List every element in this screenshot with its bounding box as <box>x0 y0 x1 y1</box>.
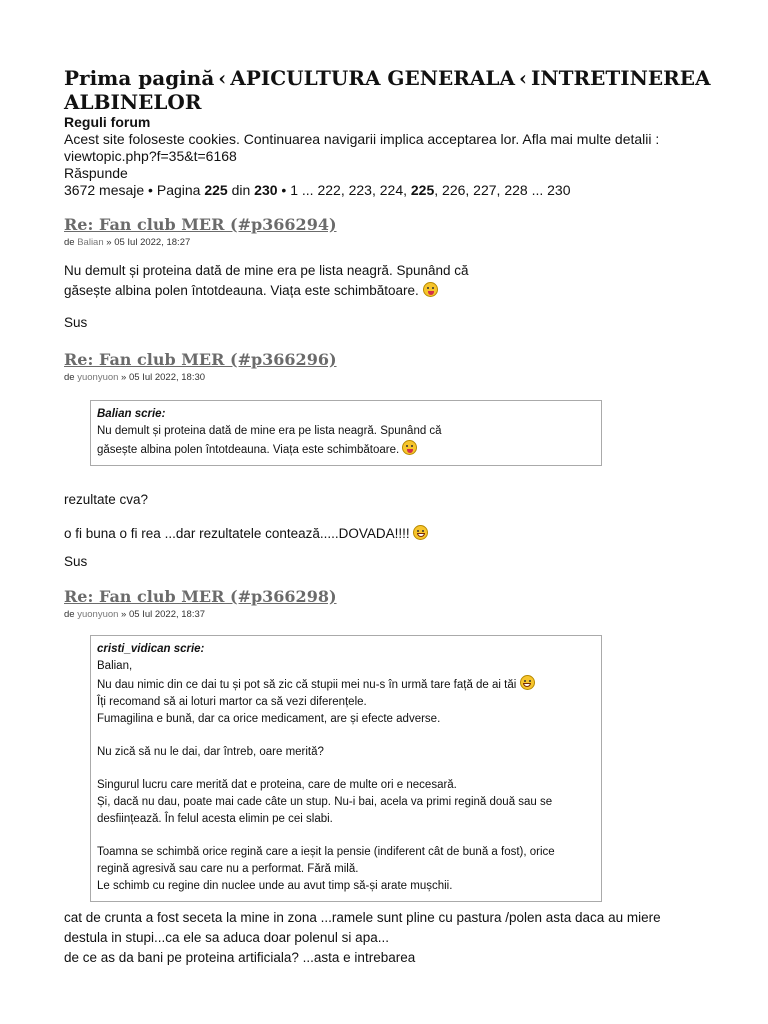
pagination-ellipsis: ... <box>531 182 544 198</box>
post-text: rezultate cva? <box>64 492 149 507</box>
page-link[interactable]: 227 <box>473 182 497 198</box>
by-word: de <box>64 372 75 383</box>
tongue-smiley-icon <box>423 282 438 297</box>
cookie-notice: Acest site foloseste cookies. Continuarea navigarii implica acceptarea lor. Afla mai multe detalii : <box>64 131 660 147</box>
post-title-link[interactable]: Re: Fan club MER (#p366294) <box>64 215 337 234</box>
topic-url[interactable]: viewtopic.php?f=35&t=6168 <box>64 148 237 164</box>
quote-text: Nu dau nimic din ce dai tu și pot să zic că stupii mei nu-s în urmă tare față de ai tăi <box>97 675 595 694</box>
post-body <box>64 261 724 301</box>
total-pages: 230 <box>254 182 278 198</box>
post-text: Nu demult și proteina dată de mine era pe lista neagră. Spunând că <box>64 263 469 278</box>
of-word: din <box>231 182 251 198</box>
rules-link[interactable]: Reguli forum <box>64 114 151 130</box>
quote-text: Le schimb cu regine din nuclee unde au avut timp să-și arate mușchii. <box>97 880 453 892</box>
quote-text: Balian, <box>97 660 133 672</box>
page-word: Pagina <box>156 182 201 198</box>
page-link[interactable]: 223 <box>348 182 372 198</box>
post <box>64 215 724 330</box>
quote-text: Toamna se schimbă orice regină care a ieșit la pensie (indiferent cât de bună a fost), orice <box>97 846 555 858</box>
post-meta: de yuonyuon » 05 Iul 2022, 18:30 <box>64 372 206 383</box>
quote-text: Și, dacă nu dau, poate mai cade câte un stup. Nu-i bai, acela va primi regină două sau se <box>97 796 553 808</box>
post-text: o fi buna o fi rea ...dar rezultatele contează.....DOVADA!!!! <box>64 524 724 544</box>
post-text: destula in stupi...ca ele sa aduca doar polenul si apa... <box>64 930 389 945</box>
page-link[interactable]: 224 <box>379 182 404 198</box>
post-meta: de yuonyuon » 05 Iul 2022, 18:37 <box>64 609 206 620</box>
post-text: de ce as da bani pe proteina artificiala? ...asta e intrebarea <box>64 950 416 965</box>
quote-text: regină agresivă sau care nu a performat. Fără milă. <box>97 863 359 875</box>
breadcrumb-separator: ‹ <box>519 66 527 90</box>
post <box>64 587 724 968</box>
by-word: de <box>64 237 75 248</box>
grin-smiley-icon <box>413 525 428 540</box>
quote-text: Îți recomand să ai loturi martor ca să vezi diferențele. <box>97 696 367 708</box>
back-to-top-link[interactable]: Sus <box>64 554 88 569</box>
quote-text: desființează. În felul acesta elimin pe cei slabi. <box>97 813 333 825</box>
post-date: 05 Iul 2022, 18:30 <box>128 372 206 383</box>
quote-text: găsește albina polen întotdeauna. Viața este schimbătoare. <box>97 440 595 459</box>
quote-author: Balian scrie: <box>97 408 166 420</box>
quote-box <box>90 400 602 466</box>
breadcrumb-category[interactable]: APICULTURA GENERALA <box>230 66 515 90</box>
quote-text: Singurul lucru care merită dat e proteina, care de multe ori e necesară. <box>97 779 457 791</box>
page-link[interactable]: 226 <box>442 182 466 198</box>
page-link[interactable]: 228 <box>504 182 528 198</box>
post-body <box>64 908 744 968</box>
message-count: 3672 mesaje <box>64 182 145 198</box>
post-date: 05 Iul 2022, 18:27 <box>114 237 191 248</box>
grin-smiley-icon <box>520 675 535 690</box>
post-author-link[interactable]: yuonyuon <box>77 609 119 620</box>
quote-box <box>90 635 602 902</box>
post-title-link[interactable]: Re: Fan club MER (#p366298) <box>64 587 337 606</box>
page-link-current: 225 <box>410 182 435 198</box>
tongue-smiley-icon <box>402 440 417 455</box>
breadcrumb-home[interactable]: Prima pagină <box>64 66 215 90</box>
page-link[interactable]: 222 <box>317 182 341 198</box>
current-page: 225 <box>204 182 228 198</box>
post-date: 05 Iul 2022, 18:37 <box>128 609 206 620</box>
forum-page <box>64 66 724 968</box>
quote-text: Nu demult și proteina dată de mine era pe lista neagră. Spunând că <box>97 425 442 437</box>
post-text: cat de crunta a fost seceta la mine in zona ...ramele sunt pline cu pastura /polen asta daca au miere <box>64 910 661 925</box>
post-body <box>64 490 724 544</box>
by-word: de <box>64 609 75 620</box>
post-title-link[interactable]: Re: Fan club MER (#p366296) <box>64 350 337 369</box>
post-author-link[interactable]: yuonyuon <box>77 372 119 383</box>
page-link-last[interactable]: 230 <box>547 182 571 198</box>
pagination: 3672 mesaje • Pagina 225 din 230 • 1 ... 222, 223, 224, 225, 226, 227, 228 ... 230 <box>64 182 571 198</box>
pagination-ellipsis: ... <box>301 182 314 198</box>
post <box>64 350 724 569</box>
quote-text: Nu zică să nu le dai, dar întreb, oare merită? <box>97 746 324 758</box>
quote-text: Fumagilina e bună, dar ca orice medicament, are și efecte adverse. <box>97 713 441 725</box>
breadcrumb-forum[interactable]: INTRETINEREA ALBINELOR <box>64 66 711 114</box>
post-meta: de Balian » 05 Iul 2022, 18:27 <box>64 237 191 248</box>
quote-author: cristi_vidican scrie: <box>97 643 205 655</box>
page-link-first[interactable]: 1 <box>290 182 299 198</box>
back-to-top-link[interactable]: Sus <box>64 315 88 330</box>
breadcrumb-separator: ‹ <box>218 66 227 90</box>
reply-link[interactable]: Răspunde <box>64 165 128 181</box>
post-text: găsește albina polen întotdeauna. Viața este schimbătoare. <box>64 281 724 301</box>
post-author-link[interactable]: Balian <box>77 237 104 248</box>
breadcrumb <box>64 66 724 114</box>
